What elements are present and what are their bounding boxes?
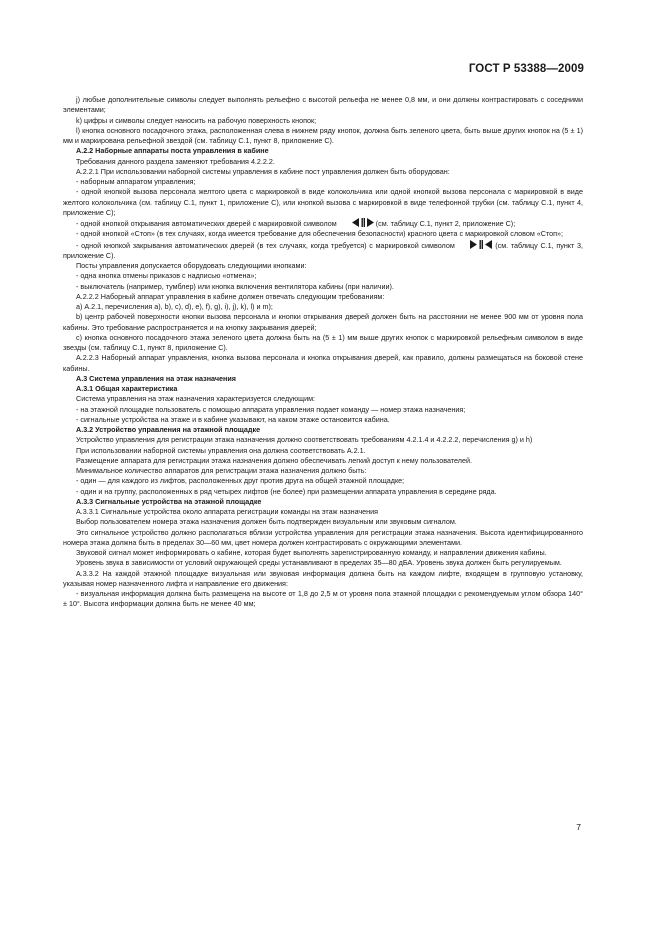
paragraph: - один и на группу, расположенных в ряд четырех лифтов (не более) при размещении аппарата управления в середине ряда. bbox=[76, 486, 497, 496]
paragraph: - визуальная информация должна быть размещена на высоте от 1,8 до 2,5 м от уровня пола этажной площадки с рекомендуемым углом обзора 140° ± 10°. Высота информации должна быть не менее 40 мм; bbox=[63, 589, 583, 609]
paragraph-text: (см. таблицу С.1, пункт 3, приложение С). bbox=[63, 240, 584, 260]
paragraph: l) кнопка основного посадочного этажа, расположенная слева в нижнем ряду кнопок, должна быть зеленого цвета, быть выше других кнопок на (5 ± 1) мм и маркирована рельефной звездой (см. таблицу С.1, пункт 8, приложение С). bbox=[63, 125, 583, 145]
paragraph: - одной кнопкой вызова персонала желтого цвета с маркировкой в виде колокольчика или одной кнопкой вызова персонала с маркировкой в виде желтого колокольчика (см. таблицу С.1, пункт 1, приложение С), или кнопкой вызова с маркировкой в виде телефонной трубки (см. таблицу С.1, пункт 4, приложение С); bbox=[63, 187, 583, 217]
paragraph: А.3.3.1 Сигнальные устройства около аппарата регистрации команды на этаж назначения bbox=[76, 507, 379, 516]
door-close-symbol-icon bbox=[457, 240, 492, 249]
paragraph: А.2.2.2 Наборный аппарат управления в кабине должен отвечать следующим требованиям: bbox=[76, 291, 385, 301]
paragraph: с) кнопка основного посадочного этажа зеленого цвета должна быть на (5 ± 1) мм выше других кнопок с маркировкой рельефным символом в виде звезды (см. таблицу С.1, пункт 8, приложение С). bbox=[63, 332, 583, 352]
document-body bbox=[63, 95, 583, 610]
paragraph: Устройство управления для регистрации этажа назначения должно соответствовать требованиям 4.2.1.4 и 4.2.2.2, перечисления g) и h) bbox=[76, 435, 533, 445]
door-open-symbol-icon bbox=[339, 218, 374, 227]
paragraph bbox=[63, 218, 583, 229]
paragraph: Минимальное количество аппаратов для регистрации этажа назначения должно быть: bbox=[76, 466, 367, 475]
paragraph: Размещение аппарата для регистрации этажа назначения должно обеспечивать легкий доступ к нему пользователей. bbox=[76, 455, 473, 465]
paragraph: Уровень звука в зависимости от условий окружающей среды устанавливают в пределах 35—80 дБА. Уровень звука должен быть регулируемым. bbox=[76, 558, 562, 568]
paragraph: k) цифры и символы следует наносить на рабочую поверхность кнопок; bbox=[76, 115, 317, 125]
paragraph: b) центр рабочей поверхности кнопки вызова персонала и кнопки открывания дверей должен быть на расстоянии не менее 900 мм от уровня пола кабины. Это требование распространяется и на кнопку закрывания дверей; bbox=[63, 312, 583, 332]
section-heading: А.2.2 Наборные аппараты поста управления в кабине bbox=[76, 146, 269, 156]
paragraph: Выбор пользователем номера этажа назначения должен быть подтвержден визуальным или звуковым сигналом. bbox=[76, 517, 457, 527]
section-heading: А.3 Система управления на этаж назначения bbox=[76, 373, 236, 383]
page-number: 7 bbox=[576, 822, 581, 832]
section-heading: А.3.3 Сигнальные устройства на этажной площадке bbox=[76, 496, 262, 506]
section-heading: А.3.1 Общая характеристика bbox=[76, 384, 178, 393]
paragraph bbox=[63, 240, 583, 262]
paragraph: При использовании наборной системы управления она должна соответствовать А.2.1. bbox=[76, 445, 366, 455]
paragraph: j) любые дополнительные символы следует выполнять рельефно с высотой рельефа не менее 0,8 мм, и они должны контрастировать с соседними элементами; bbox=[63, 95, 583, 115]
paragraph: Это сигнальное устройство должно располагаться вблизи устройства управления для регистрации этажа назначения. Высота идентифицированного номера этажа должна быть в пределах 30—60 мм, цвет номера должен контрастировать с окружающими элементами. bbox=[63, 527, 583, 547]
section-heading: А.3.2 Устройство управления на этажной площадке bbox=[76, 425, 261, 434]
paragraph: Требования данного раздела заменяют требования 4.2.2.2. bbox=[76, 156, 275, 166]
paragraph-text: - одной кнопкой закрывания автоматических дверей (в тех случаях, когда требуется) с маркировкой символом bbox=[76, 240, 455, 250]
paragraph: - один — для каждого из лифтов, расположенных друг против друга на общей этажной площадке; bbox=[76, 476, 405, 486]
paragraph: a) А.2.1, перечисления а), b), с), d), е), f), g), i), j), k), l) и m); bbox=[76, 302, 273, 311]
paragraph: - одна кнопка отмены приказов с надписью «отмена»; bbox=[76, 271, 257, 281]
paragraph: - сигнальные устройства на этаже и в кабине указывают, на каком этаже остановится кабина. bbox=[76, 414, 390, 424]
paragraph-text: - одной кнопкой открывания автоматических дверей с маркировкой символом bbox=[76, 219, 337, 228]
paragraph: - наборным аппаратом управления; bbox=[76, 177, 196, 186]
paragraph: Посты управления допускается оборудовать следующими кнопками: bbox=[76, 261, 307, 270]
paragraph: А.3.3.2 На каждой этажной площадке визуальная или звуковая информация должна быть на каждом лифте, входящем в групповую установку, указывая номер назначенного лифта и направление его движения: bbox=[63, 568, 583, 588]
paragraph: Звуковой сигнал может информировать о кабине, которая будет выполнять зарегистрированную команду, и направлении движения кабины. bbox=[76, 548, 547, 557]
document-code: ГОСТ Р 53388—2009 bbox=[468, 63, 584, 75]
paragraph: - на этажной площадке пользователь с помощью аппарата управления подает команду — номер этажа назначения; bbox=[76, 404, 466, 414]
paragraph: А.2.2.3 Наборный аппарат управления, кнопка вызова персонала и кнопка открывания дверей, как правило, должны размещаться на боковой стене кабины. bbox=[63, 353, 583, 373]
paragraph: Система управления на этаж назначения характеризуется следующим: bbox=[76, 394, 316, 404]
paragraph: А.2.2.1 При использовании наборной системы управления в кабине пост управления должен быть оборудован: bbox=[76, 166, 450, 176]
paragraph: - одной кнопкой «Стоп» (в тех случаях, когда имеется требование для обеспечения безопасности) красного цвета с маркировкой словом «Стоп»; bbox=[76, 229, 564, 239]
paragraph: - выключатель (например, тумблер) или кнопка включения вентилятора кабины (при наличии). bbox=[76, 281, 394, 291]
paragraph-text: (см. таблицу С.1, пункт 2, приложение С); bbox=[375, 219, 516, 228]
